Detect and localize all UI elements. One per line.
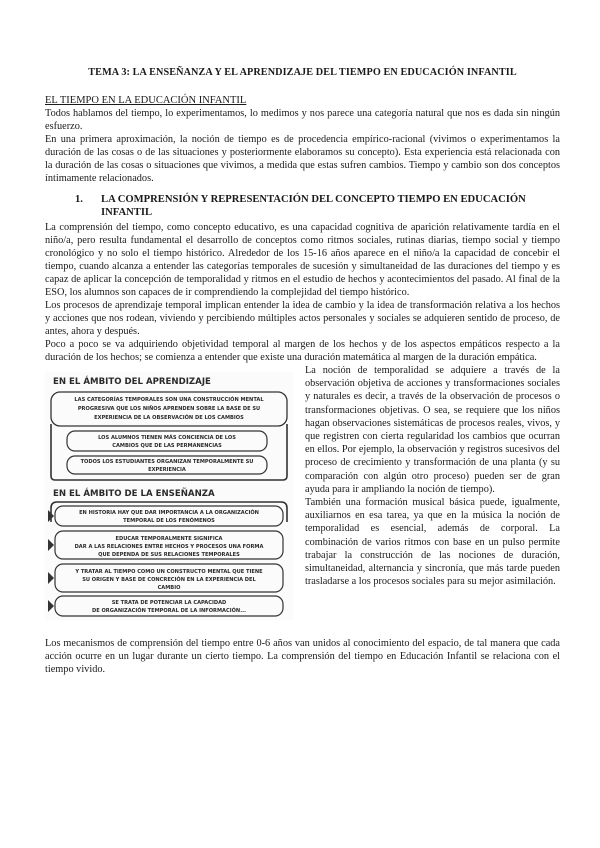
- bottom-box-1-line-2: TEMPORAL DE LOS FENÓMENOS: [123, 518, 215, 524]
- heading-1-text: LA COMPRENSIÓN Y REPRESENTACIÓN DEL CONCEPTO TIEMPO EN EDUCACIÓN INFANTIL: [101, 194, 526, 218]
- bottom-box-4-line-1: SE TRATA DE POTENCIAR LA CAPACIDAD: [111, 600, 227, 606]
- heading-1: [45, 193, 560, 219]
- top-box-1-line-3: EXPERIENCIA DE LA OBSERVACIÓN DE LOS CAMBIOS: [94, 415, 244, 421]
- bottom-box-2-line-3: QUE DEPENDA DE SUS RELACIONES TEMPORALES: [98, 552, 240, 558]
- heading-1-number: 1.: [75, 194, 83, 205]
- bottom-box-1-line-1: EN HISTORIA HAY QUE DAR IMPORTANCIA A LA ORGANIZACIÓN: [79, 510, 259, 516]
- concept-figure: [45, 372, 293, 620]
- body-paragraph-2: Los procesos de aprendizaje temporal implican entender la idea de cambio y la idea de transformación relativa a los hechos y acciones que nos rodean, viviendo y percibiendo múltiples actos personales y sociales se adquieren sentido de proceso, de antes, ahora y después.: [45, 300, 560, 337]
- section-heading: EL TIEMPO EN LA EDUCACIÓN INFANTIL: [45, 95, 247, 106]
- figure-heading-bottom: EN EL ÁMBITO DE LA ENSEÑANZA: [53, 489, 215, 499]
- top-box-3-line-1: TODOS LOS ESTUDIANTES ORGANIZAN TEMPORALMENTE SU: [80, 459, 254, 465]
- bottom-box-4-line-2: DE ORGANIZACIÓN TEMPORAL DE LA INFORMACIÓN...: [92, 608, 246, 614]
- intro-paragraph-2: En una primera aproximación, la noción de tiempo es de procedencia empírico-racional (vivimos o experimentamos la duración de las cosas o de las situaciones y posteriormente elaboramos su concepto). Esta experiencia está relacionada con la duración de las cosas o situaciones que vivimos, a medida que estas sufren cambios. Tiempo y cambio son dos conceptos íntimamente relacionados.: [45, 134, 560, 184]
- closing-paragraph: Los mecanismos de comprensión del tiempo entre 0-6 años van unidos al conocimiento del espacio, de tal manera que cada acción ocurre en un lugar durante un cierto tiempo. La comprensión del tiempo en Educación Infantil se relaciona con el tiempo vivido.: [45, 638, 560, 675]
- bottom-box-3-line-1: Y TRATAR AL TIEMPO COMO UN CONSTRUCTO MENTAL QUE TIENE: [75, 569, 263, 575]
- document-page: [45, 66, 560, 676]
- top-box-2-line-2: CAMBIOS QUE DE LAS PERMANENCIAS: [112, 443, 222, 449]
- float-paragraph-2: También una formación musical básica puede, igualmente, auxiliarnos en esa tarea, ya que en la música la noción de temporalidad es esencial, además de corporal. La combinación de varios ritmos con base en un pulso permite trabajar la construcción de las nociones de duración, simultaneidad, alternancia y sincronía, que más tarde pueden trasladarse a los procesos sociales para su mejor asimilación.: [305, 497, 560, 588]
- top-box-1-line-2: PROGRESIVA QUE LOS NIÑOS APRENDEN SOBRE LA BASE DE SU: [77, 406, 261, 412]
- intro-paragraph-1: Todos hablamos del tiempo, lo experimentamos, lo medimos y nos parece una categoría natural que nos es dada sin ningún esfuerzo.: [45, 108, 560, 132]
- bottom-box-2-line-1: EDUCAR TEMPORALMENTE SIGNIFICA: [115, 536, 223, 542]
- bottom-box-3-line-2: SU ORIGEN Y BASE DE CONCRECIÓN EN LA EXPERIENCIA DEL: [82, 577, 256, 583]
- float-paragraph-1: La noción de temporalidad se adquiere a través de la observación objetiva de acciones y transformaciones sociales y naturales es decir, a través de la observación de procesos o transformaciones objetivas. O sea, se requiere que los niños hagan observaciones sistemáticas de procesos reales, vivos, y que registren con cierta regularidad los cambios que ocurran en ellos. Por ejemplo, la observación y registros sucesivos del proceso de crecimiento y transformación de una planta (y su comparación con algún otro proceso) pueden ser de gran ayuda para ir ampliando la noción de tiempo).: [305, 365, 560, 495]
- top-box-1-line-1: LAS CATEGORÍAS TEMPORALES SON UNA CONSTRUCCIÓN MENTAL: [74, 397, 264, 403]
- top-box-3-line-2: EXPERIENCIA: [148, 467, 186, 473]
- top-box-2-line-1: LOS ALUMNOS TIENEN MÁS CONCIENCIA DE LOS: [98, 435, 236, 441]
- body-paragraph-1: La comprensión del tiempo, como concepto educativo, es una capacidad cognitiva de aparición relativamente tardía en el niño/a, pero resulta fundamental el desarrollo de conceptos como ritmos sociales, rutinas diarias, tiempo social y tiempo cronológico y no solo el tiempo histórico. Alrededor de los 15-16 años aparece en el niño/a la capacidad de concebir el tiempo, cuando alcanza a entender las categorías temporales de sucesión y simultaneidad de las duraciones del tiempo y es capaz de aplicar la concepción de temporalidad y ritmos en el estudio de hechos y acontecimientos del pasado. Al final de la ESO, los alumnos son capaces de ir comprendiendo la complejidad del tiempo histórico.: [45, 222, 560, 298]
- figure-heading-top: EN EL ÁMBITO DEL APRENDIZAJE: [53, 377, 211, 387]
- bottom-box-3-line-3: CAMBIO: [157, 585, 181, 591]
- concept-figure-svg: [45, 372, 293, 620]
- bottom-box-2-line-2: DAR A LAS RELACIONES ENTRE HECHOS Y PROCESOS UNA FORMA: [74, 544, 264, 550]
- body-paragraph-3: Poco a poco se va adquiriendo objetividad temporal al margen de los hechos y de los aspectos empáticos respecto a la duración de los hechos; se comienza a entender que existe una duración matemática al margen de la duración empática.: [45, 339, 560, 363]
- document-title: TEMA 3: LA ENSEÑANZA Y EL APRENDIZAJE DEL TIEMPO EN EDUCACIÓN INFANTIL: [88, 67, 517, 78]
